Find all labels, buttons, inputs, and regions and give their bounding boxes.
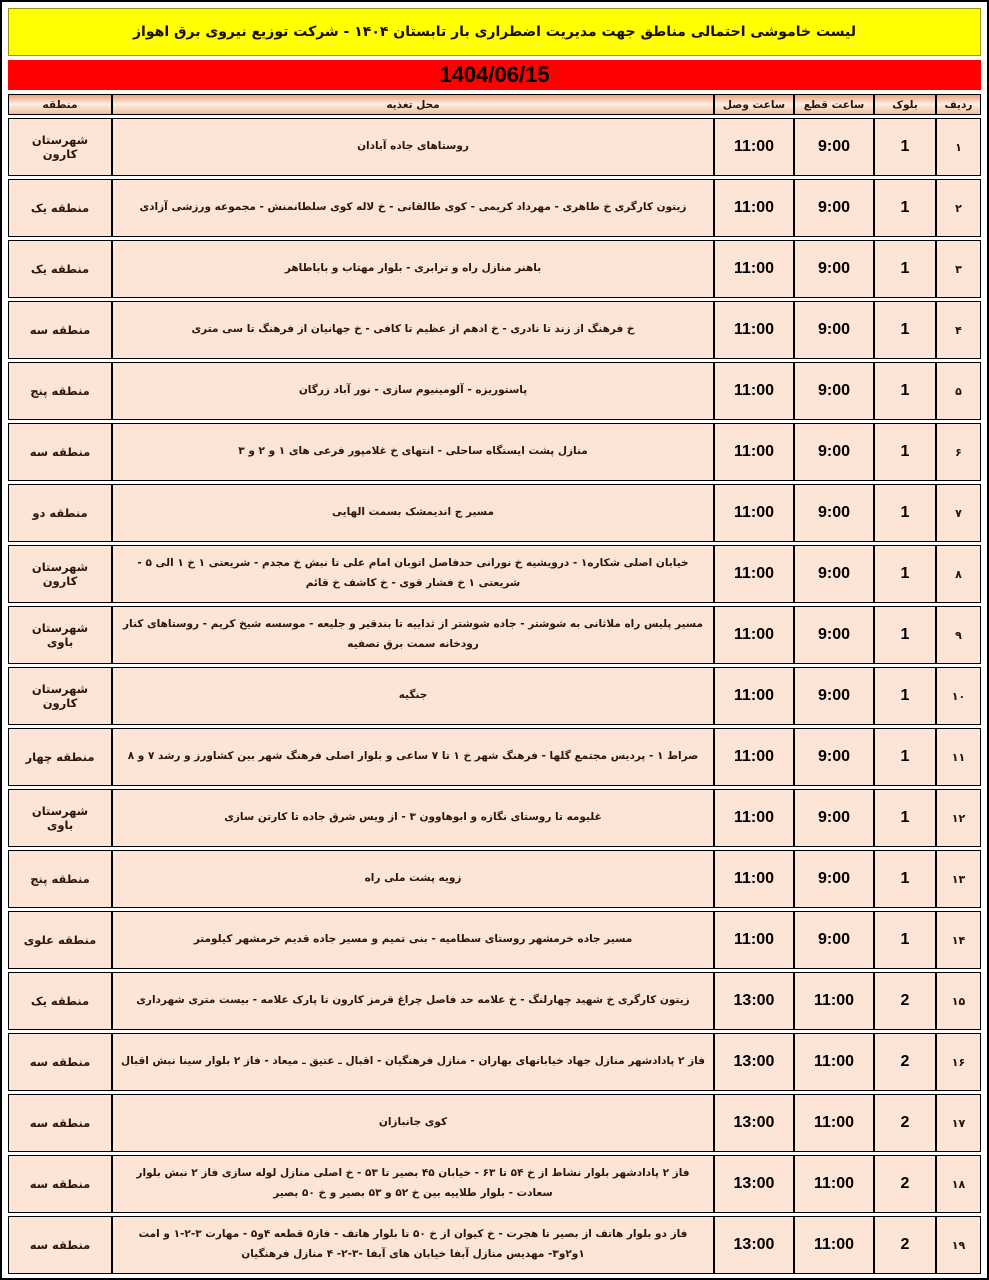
region-cell: منطقه سه bbox=[8, 301, 112, 359]
cut-time-cell: 9:00 bbox=[794, 606, 874, 664]
location-cell: زیتون کارگری خ شهید چهارلنگ - خ علامه حد فاصل چراغ قرمز کارون تا پارک علامه - بیست متری شهرداری bbox=[112, 972, 714, 1030]
table-row bbox=[8, 301, 981, 359]
row-number-cell: ۱۵ bbox=[936, 972, 981, 1030]
connect-time-cell: 11:00 bbox=[714, 423, 794, 481]
row-number-cell: ۴ bbox=[936, 301, 981, 359]
cut-time-cell: 9:00 bbox=[794, 118, 874, 176]
header-connect-time: ساعت وصل bbox=[714, 94, 794, 115]
table-row bbox=[8, 423, 981, 481]
region-cell: منطقه علوی bbox=[8, 911, 112, 969]
block-cell: 1 bbox=[874, 118, 936, 176]
row-number-cell: ۵ bbox=[936, 362, 981, 420]
block-cell: 1 bbox=[874, 423, 936, 481]
connect-time-cell: 11:00 bbox=[714, 911, 794, 969]
region-cell: منطقه سه bbox=[8, 1216, 112, 1274]
row-number-cell: ۲ bbox=[936, 179, 981, 237]
row-number-cell: ۱۸ bbox=[936, 1155, 981, 1213]
region-cell: منطقه چهار bbox=[8, 728, 112, 786]
location-cell: مسیر جاده خرمشهر روستای سطامیه - بنی تمیم و مسیر جاده قدیم خرمشهر کیلومتر bbox=[112, 911, 714, 969]
connect-time-cell: 11:00 bbox=[714, 484, 794, 542]
row-number-cell: ۱۴ bbox=[936, 911, 981, 969]
region-cell: شهرستان باوی bbox=[8, 606, 112, 664]
block-cell: 1 bbox=[874, 789, 936, 847]
row-number-cell: ۶ bbox=[936, 423, 981, 481]
cut-time-cell: 9:00 bbox=[794, 545, 874, 603]
connect-time-cell: 11:00 bbox=[714, 301, 794, 359]
block-cell: 1 bbox=[874, 484, 936, 542]
connect-time-cell: 11:00 bbox=[714, 240, 794, 298]
cut-time-cell: 9:00 bbox=[794, 362, 874, 420]
table-row bbox=[8, 911, 981, 969]
table-row bbox=[8, 362, 981, 420]
connect-time-cell: 11:00 bbox=[714, 606, 794, 664]
cut-time-cell: 11:00 bbox=[794, 1094, 874, 1152]
cut-time-cell: 11:00 bbox=[794, 1033, 874, 1091]
location-cell: خ فرهنگ از زند تا نادری - خ ادهم از عظیم تا کافی - خ جهانیان از فرهنگ تا سی متری bbox=[112, 301, 714, 359]
row-number-cell: ۱۳ bbox=[936, 850, 981, 908]
table-row bbox=[8, 1155, 981, 1213]
region-cell: منطقه یک bbox=[8, 179, 112, 237]
location-cell: مسیر ج اندیمشک بسمت الهایی bbox=[112, 484, 714, 542]
connect-time-cell: 11:00 bbox=[714, 362, 794, 420]
row-number-cell: ۸ bbox=[936, 545, 981, 603]
region-cell: شهرستان کارون bbox=[8, 545, 112, 603]
block-cell: 1 bbox=[874, 850, 936, 908]
header-row-number: ردیف bbox=[936, 94, 981, 115]
location-cell: روستاهای جاده آبادان bbox=[112, 118, 714, 176]
block-cell: 1 bbox=[874, 301, 936, 359]
location-cell: فاز دو بلوار هاتف از بصیر تا هجرت - خ کیوان از خ ۵۰ تا بلوار هاتف - فاز۵ قطعه ۴و۵ - مهارت ۳-۲-۱ و امت ۱و۲و۳- مهدیس منازل آبفا خیابان های آبفا -۳-۲- ۴ منازل فرهنگیان bbox=[112, 1216, 714, 1274]
table-row bbox=[8, 606, 981, 664]
table-header-row bbox=[8, 94, 981, 115]
cut-time-cell: 9:00 bbox=[794, 667, 874, 725]
table-row bbox=[8, 484, 981, 542]
connect-time-cell: 11:00 bbox=[714, 118, 794, 176]
block-cell: 2 bbox=[874, 1216, 936, 1274]
block-cell: 1 bbox=[874, 606, 936, 664]
row-number-cell: ۳ bbox=[936, 240, 981, 298]
location-cell: زیتون کارگری خ طاهری - مهرداد کریمی - کوی طالقانی - خ لاله کوی سلطانمنش - مجموعه ورزشی آزادی bbox=[112, 179, 714, 237]
region-cell: منطقه پنج bbox=[8, 362, 112, 420]
block-cell: 2 bbox=[874, 1094, 936, 1152]
region-cell: شهرستان کارون bbox=[8, 667, 112, 725]
cut-time-cell: 9:00 bbox=[794, 789, 874, 847]
outage-table bbox=[8, 91, 981, 1277]
table-row bbox=[8, 1033, 981, 1091]
header-cut-time: ساعت قطع bbox=[794, 94, 874, 115]
row-number-cell: ۷ bbox=[936, 484, 981, 542]
region-cell: منطقه سه bbox=[8, 1094, 112, 1152]
row-number-cell: ۱۲ bbox=[936, 789, 981, 847]
cut-time-cell: 9:00 bbox=[794, 240, 874, 298]
block-cell: 1 bbox=[874, 545, 936, 603]
connect-time-cell: 13:00 bbox=[714, 1216, 794, 1274]
table-row bbox=[8, 1094, 981, 1152]
location-cell: زویه پشت ملی راه bbox=[112, 850, 714, 908]
header-location: محل تغذیه bbox=[112, 94, 714, 115]
location-cell: مسیر پلیس راه ملاثانی به شوشتر - جاده شوشتر از ثداییه تا بندقیر و جلیعه - موسسه شیخ کریم - روستاهای کنار رودخانه سمت برق تصفیه bbox=[112, 606, 714, 664]
connect-time-cell: 11:00 bbox=[714, 850, 794, 908]
region-cell: منطقه سه bbox=[8, 423, 112, 481]
table-row bbox=[8, 179, 981, 237]
table-row bbox=[8, 972, 981, 1030]
connect-time-cell: 11:00 bbox=[714, 179, 794, 237]
cut-time-cell: 9:00 bbox=[794, 484, 874, 542]
header-block: بلوک bbox=[874, 94, 936, 115]
date-banner: 1404/06/15 bbox=[8, 60, 981, 90]
location-cell: خیابان اصلی شکاره۱ - درویشیه خ نورانی حدفاصل اتوبان امام علی تا نبش خ مجدم - شریعتی ۱ خ ۱ الی ۵ - شریعتی ۱ خ فشار قوی - خ کاشف خ قائم bbox=[112, 545, 714, 603]
row-number-cell: ۱۷ bbox=[936, 1094, 981, 1152]
table-row bbox=[8, 118, 981, 176]
row-number-cell: ۱۹ bbox=[936, 1216, 981, 1274]
table-row bbox=[8, 240, 981, 298]
page-title: لیست خاموشی احتمالی مناطق جهت مدیریت اضطراری بار تابستان ۱۴۰۴ - شرکت توزیع نیروی برق اهواز bbox=[8, 8, 981, 56]
cut-time-cell: 11:00 bbox=[794, 972, 874, 1030]
block-cell: 2 bbox=[874, 1033, 936, 1091]
region-cell: منطقه سه bbox=[8, 1033, 112, 1091]
connect-time-cell: 13:00 bbox=[714, 1155, 794, 1213]
row-number-cell: ۱۱ bbox=[936, 728, 981, 786]
location-cell: غلیومه تا روستای نگازه و ابوهاوون ۳ - از ویس شرق جاده تا کارتن سازی bbox=[112, 789, 714, 847]
location-cell: صراط ۱ - پردیس مجتمع گلها - فرهنگ شهر خ ۱ تا ۷ ساعی و بلوار اصلی فرهنگ شهر بین کشاورز و رشد ۷ و ۸ bbox=[112, 728, 714, 786]
outage-table-body bbox=[8, 118, 981, 1274]
cut-time-cell: 9:00 bbox=[794, 301, 874, 359]
header-region: منطقه bbox=[8, 94, 112, 115]
region-cell: منطقه پنج bbox=[8, 850, 112, 908]
block-cell: 1 bbox=[874, 911, 936, 969]
row-number-cell: ۱۰ bbox=[936, 667, 981, 725]
row-number-cell: ۱۶ bbox=[936, 1033, 981, 1091]
table-row bbox=[8, 667, 981, 725]
location-cell: باهنر منازل راه و ترابری - بلوار مهتاب و باباطاهر bbox=[112, 240, 714, 298]
connect-time-cell: 13:00 bbox=[714, 1033, 794, 1091]
region-cell: منطقه دو bbox=[8, 484, 112, 542]
region-cell: شهرستان کارون bbox=[8, 118, 112, 176]
region-cell: منطقه یک bbox=[8, 240, 112, 298]
table-row bbox=[8, 1216, 981, 1274]
cut-time-cell: 9:00 bbox=[794, 728, 874, 786]
cut-time-cell: 9:00 bbox=[794, 911, 874, 969]
cut-time-cell: 11:00 bbox=[794, 1155, 874, 1213]
block-cell: 1 bbox=[874, 362, 936, 420]
location-cell: فاز ۲ پادادشهر منازل جهاد خیابانهای بهاران - منازل فرهنگیان - اقبال ـ عتیق ـ میعاد - فاز ۲ بلوار سینا نبش اقبال bbox=[112, 1033, 714, 1091]
location-cell: پاستوریزه - آلومینیوم سازی - نور آباد زرگان bbox=[112, 362, 714, 420]
region-cell: شهرستان باوی bbox=[8, 789, 112, 847]
region-cell: منطقه سه bbox=[8, 1155, 112, 1213]
connect-time-cell: 11:00 bbox=[714, 789, 794, 847]
connect-time-cell: 11:00 bbox=[714, 667, 794, 725]
block-cell: 1 bbox=[874, 179, 936, 237]
region-cell: منطقه یک bbox=[8, 972, 112, 1030]
block-cell: 2 bbox=[874, 972, 936, 1030]
cut-time-cell: 9:00 bbox=[794, 423, 874, 481]
table-row bbox=[8, 728, 981, 786]
connect-time-cell: 13:00 bbox=[714, 1094, 794, 1152]
row-number-cell: ۹ bbox=[936, 606, 981, 664]
connect-time-cell: 11:00 bbox=[714, 728, 794, 786]
block-cell: 1 bbox=[874, 728, 936, 786]
row-number-cell: ۱ bbox=[936, 118, 981, 176]
location-cell: فاز ۲ پادادشهر بلوار نشاط از خ ۵۴ تا ۶۳ - خیابان ۴۵ بصیر تا ۵۳ - خ اصلی منازل لوله سازی فاز ۲ نبش بلوار سعادت - بلوار طلاییه بین خ ۵۲ و ۵۳ بصیر و خ ۵۰ بصیر bbox=[112, 1155, 714, 1213]
block-cell: 1 bbox=[874, 667, 936, 725]
cut-time-cell: 9:00 bbox=[794, 179, 874, 237]
block-cell: 1 bbox=[874, 240, 936, 298]
block-cell: 2 bbox=[874, 1155, 936, 1213]
connect-time-cell: 11:00 bbox=[714, 545, 794, 603]
location-cell: کوی جانبازان bbox=[112, 1094, 714, 1152]
table-row bbox=[8, 789, 981, 847]
cut-time-cell: 11:00 bbox=[794, 1216, 874, 1274]
table-row bbox=[8, 545, 981, 603]
connect-time-cell: 13:00 bbox=[714, 972, 794, 1030]
cut-time-cell: 9:00 bbox=[794, 850, 874, 908]
location-cell: منازل پشت ایستگاه ساحلی - انتهای خ غلامپور فرعی های ۱ و ۲ و ۳ bbox=[112, 423, 714, 481]
table-row bbox=[8, 850, 981, 908]
location-cell: جنگیه bbox=[112, 667, 714, 725]
